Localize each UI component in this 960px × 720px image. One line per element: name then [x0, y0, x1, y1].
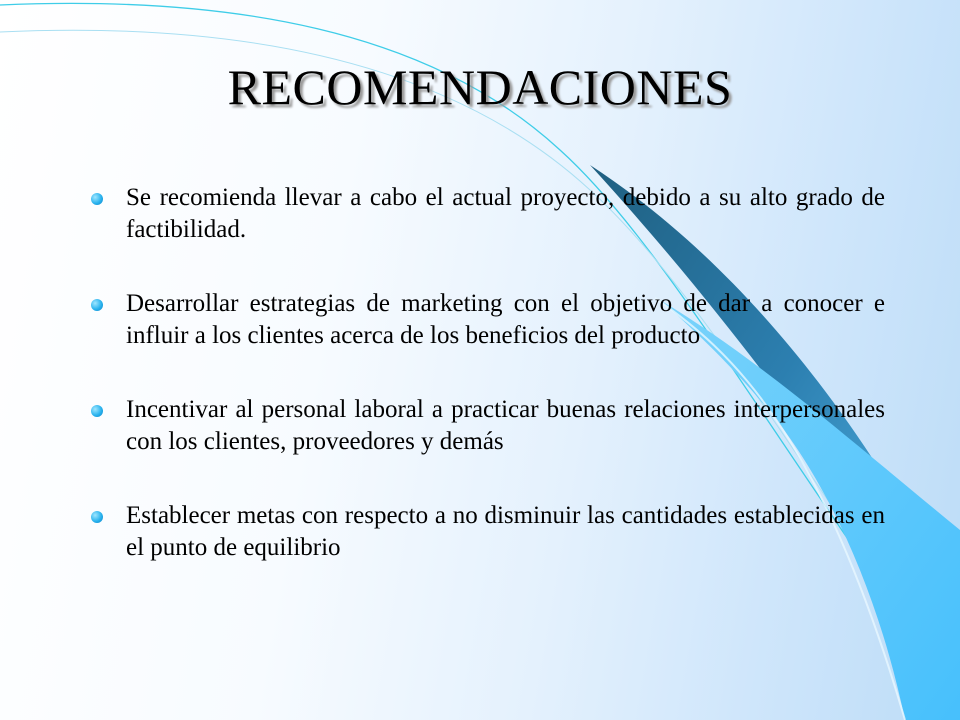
bullet-text: Se recomienda llevar a cabo el actual proyecto, debido a su alto grado de factibilidad.: [126, 184, 885, 243]
bullet-icon: [91, 405, 103, 417]
bullet-icon: [91, 193, 103, 205]
bullet-text: Desarrollar estrategias de marketing con el objetivo de dar a conocer e influir a los clientes acerca de los beneficios del producto: [126, 290, 885, 349]
bullet-icon: [91, 511, 103, 523]
bullet-item: [88, 500, 885, 564]
bullet-text: Incentivar al personal laboral a practicar buenas relaciones interpersonales con los clientes, proveedores y demás: [126, 396, 885, 455]
bullet-item: [88, 182, 885, 246]
bullet-icon: [91, 299, 103, 311]
bullet-item: [88, 394, 885, 458]
bullet-text: Establecer metas con respecto a no disminuir las cantidades establecidas en el punto de equilibrio: [126, 502, 885, 561]
bullet-item: [88, 288, 885, 352]
bullet-list: [88, 182, 885, 564]
slide-title: RECOMENDACIONES: [227, 59, 733, 115]
